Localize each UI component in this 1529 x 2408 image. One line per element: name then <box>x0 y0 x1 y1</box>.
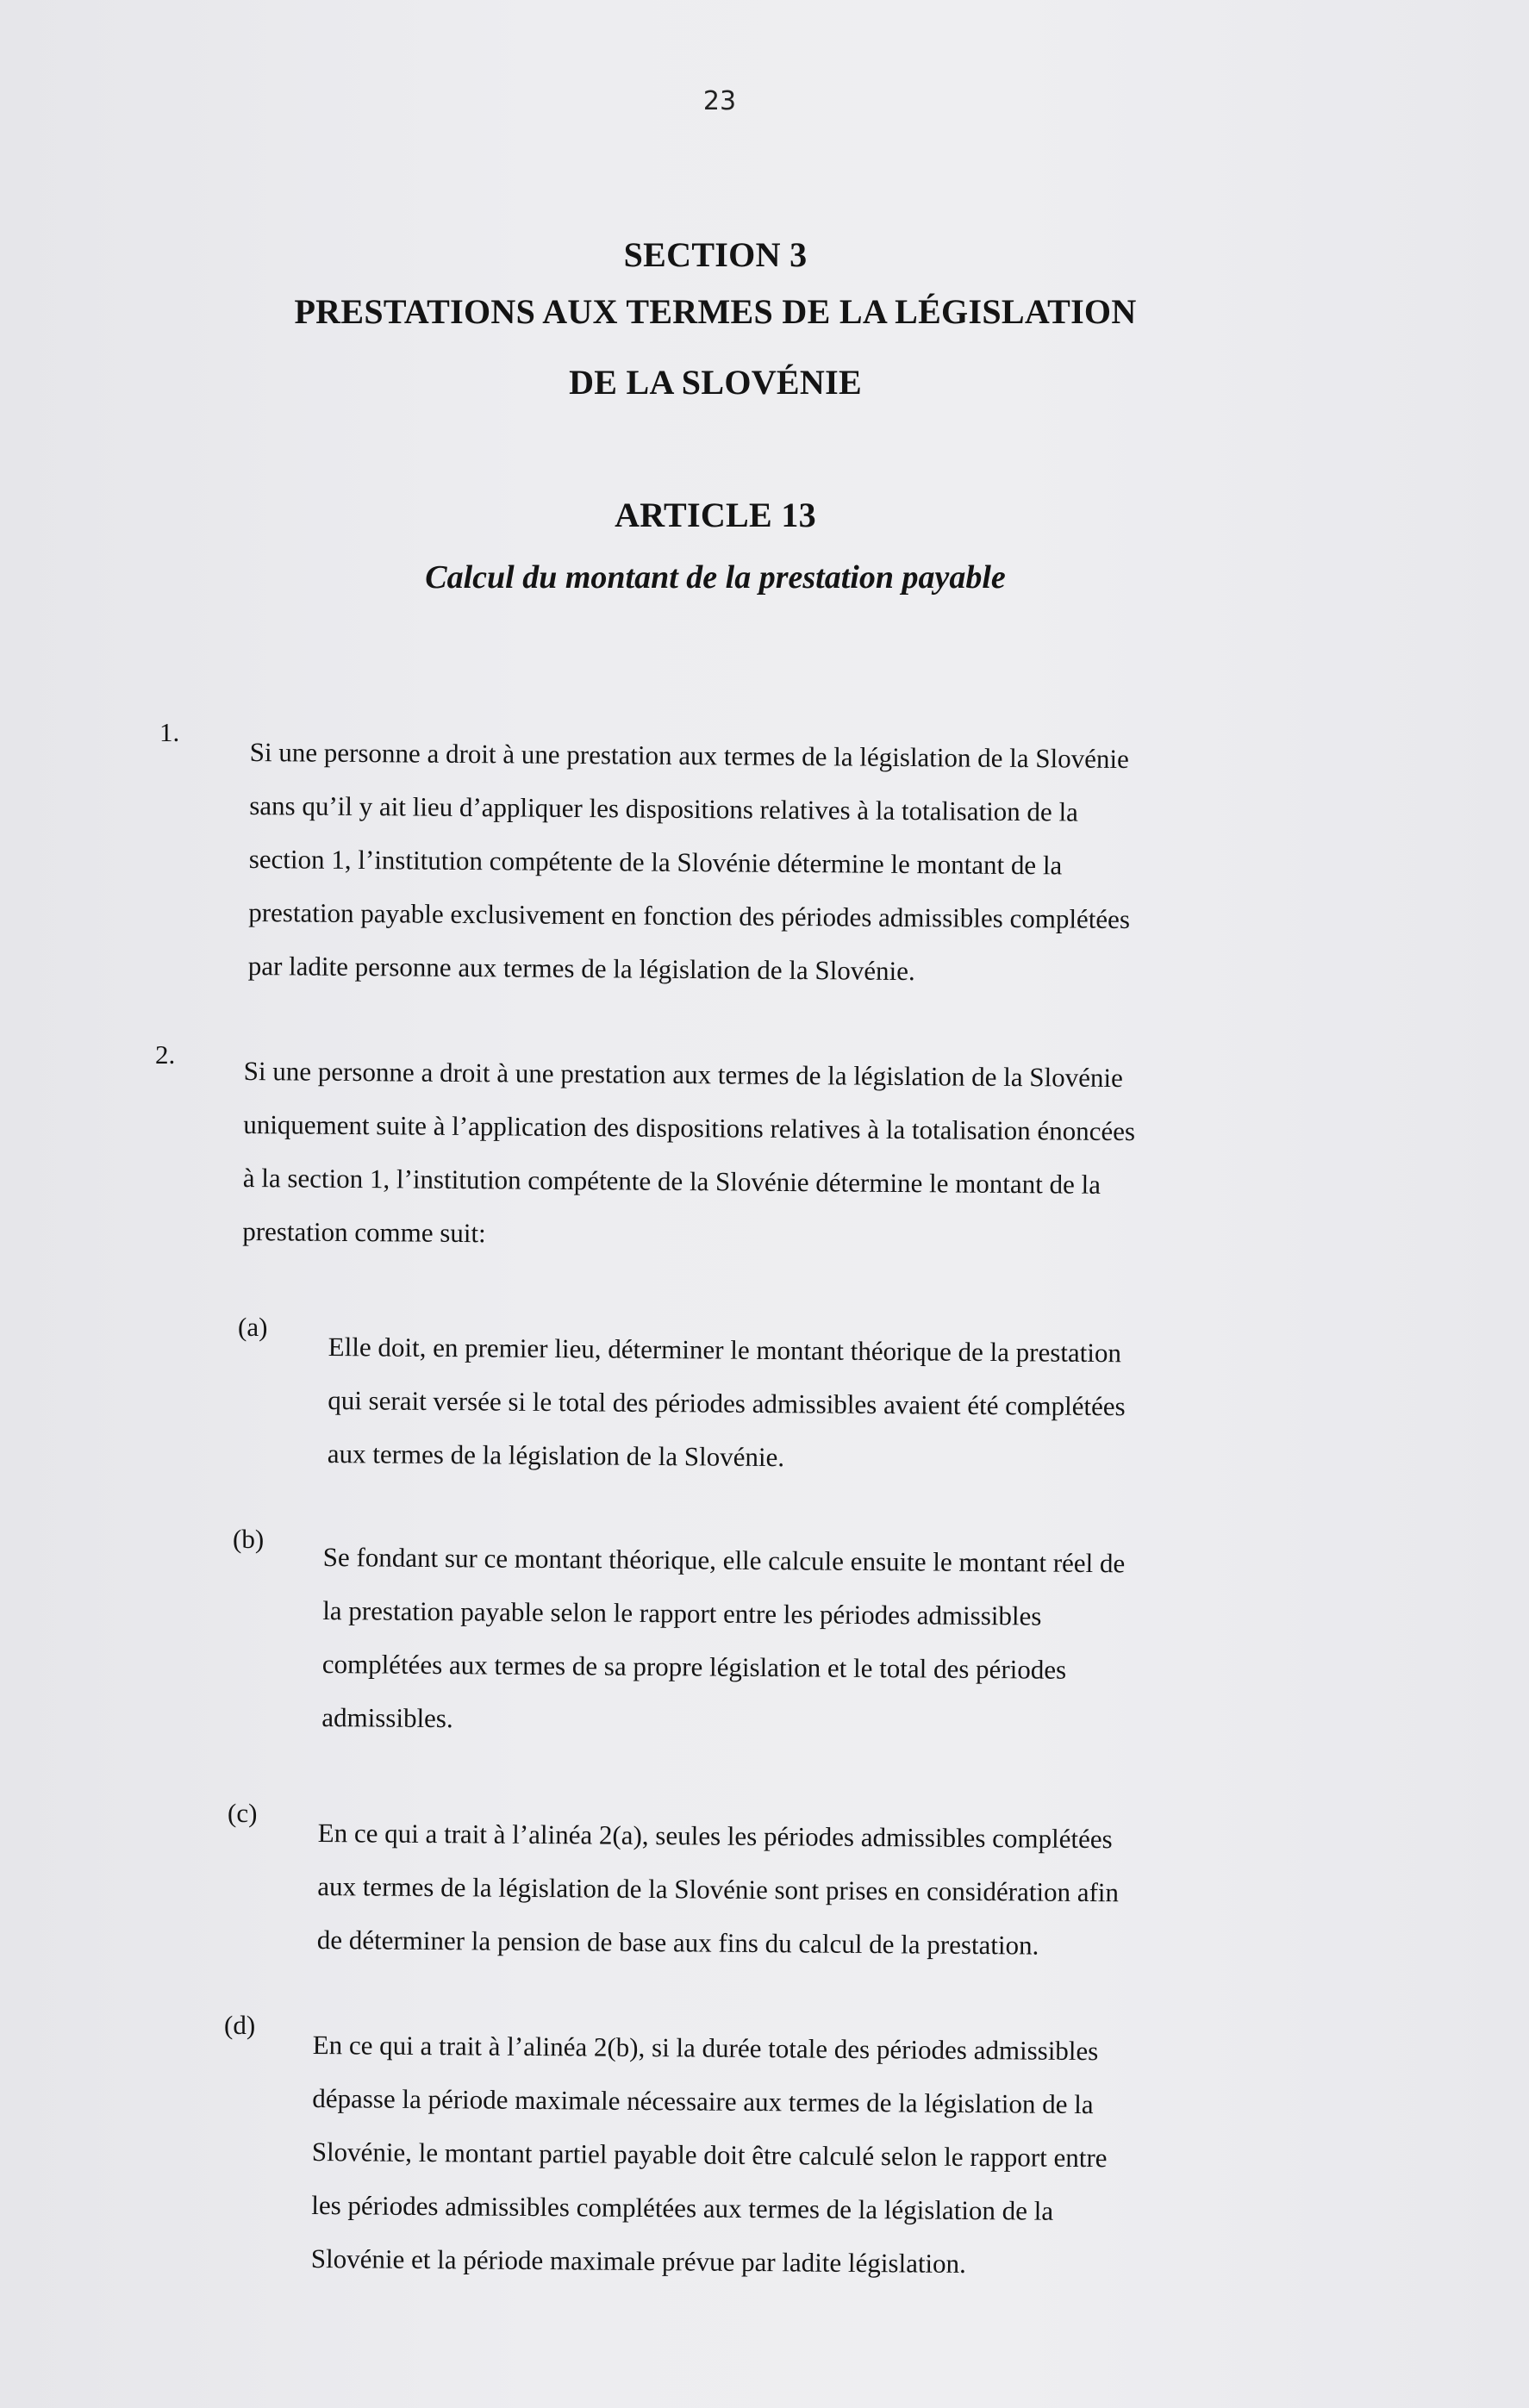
paragraph-1-line-4: prestation payable exclusivement en fonction des périodes admissibles complétées <box>248 896 1131 935</box>
item-d-text <box>311 2018 1108 2292</box>
paragraph-1-line-1: Si une personne a droit à une prestation aux termes de la législation de la Slovénie <box>249 736 1129 775</box>
item-c-line-1: En ce qui a trait à l’alinéa 2(a), seules les périodes admissibles complétées <box>317 1817 1113 1855</box>
item-b-line-1: Se fondant sur ce montant théorique, elle calcule ensuite le montant réel de <box>322 1541 1126 1579</box>
item-b-line-2: la prestation payable selon le rapport entre les périodes admissibles <box>322 1594 1042 1631</box>
paragraph-2-line-4: prestation comme suit: <box>242 1215 486 1249</box>
article-title: Calcul du montant de la prestation payable <box>425 559 1006 596</box>
paragraph-2-line-2: uniquement suite à l’application des dispositions relatives à la totalisation énoncées <box>243 1108 1136 1147</box>
item-d-line-5: Slovénie et la période maximale prévue par ladite législation. <box>310 2243 967 2279</box>
paragraph-2-line-3: à la section 1, l’institution compétente de la Slovénie détermine le montant de la <box>242 1162 1102 1200</box>
section-title-line-1: PRESTATIONS AUX TERMES DE LA LÉGISLATION <box>294 292 1137 331</box>
item-a-line-3: aux termes de la législation de la Slovénie. <box>327 1438 785 1473</box>
item-a-line-2: qui serait versée si le total des périodes admissibles avaient été complétées <box>328 1384 1126 1422</box>
item-a-line-1: Elle doit, en premier lieu, déterminer le montant théorique de la prestation <box>328 1331 1122 1369</box>
paragraph-1-line-2: sans qu’il y ait lieu d’appliquer les dispositions relatives à la totalisation de la <box>249 789 1079 827</box>
item-b-text <box>321 1531 1125 1750</box>
item-d-line-2: dépasse la période maximale nécessaire aux termes de la législation de la <box>312 2082 1094 2120</box>
paragraph-number-1: 1. <box>159 717 180 747</box>
item-c-line-3: de déterminer la pension de base aux fins du calcul de la prestation. <box>316 1924 1039 1961</box>
paragraph-number-2: 2. <box>155 1039 176 1070</box>
item-a-text <box>328 1320 1126 1487</box>
article-label: ARTICLE 13 <box>615 496 816 534</box>
paragraph-1 <box>248 726 1132 1000</box>
item-c-line-2: aux termes de la législation de la Slovénie sont prises en considération afin <box>317 1870 1120 1908</box>
paragraph-2 <box>242 1045 1136 1265</box>
item-b-line-3: complétées aux termes de sa propre législation et le total des périodes <box>321 1648 1067 1685</box>
item-d-line-3: Slovénie, le montant partiel payable doit être calculé selon le rapport entre <box>311 2136 1108 2174</box>
item-label-a: (a) <box>238 1312 268 1342</box>
paragraph-2-line-1: Si une personne a droit à une prestation aux termes de la législation de la Slovénie <box>243 1055 1123 1094</box>
page-number: 23 <box>702 86 737 116</box>
item-label-d: (d) <box>224 2010 256 2040</box>
paragraph-1-line-3: section 1, l’institution compétente de la Slovénie détermine le montant de la <box>248 843 1063 881</box>
section-title-line-2: DE LA SLOVÉNIE <box>569 363 862 402</box>
item-d-line-1: En ce qui a trait à l’alinéa 2(b), si la durée totale des périodes admissibles <box>312 2029 1099 2067</box>
item-label-c: (c) <box>228 1798 258 1828</box>
item-d-line-4: les périodes admissibles complétées aux termes de la législation de la <box>311 2189 1054 2226</box>
item-label-b: (b) <box>233 1524 265 1554</box>
item-b-line-4: admissibles. <box>321 1701 453 1734</box>
item-c-text <box>317 1806 1120 1973</box>
section-label: SECTION 3 <box>623 235 808 274</box>
paragraph-1-line-5: par ladite personne aux termes de la législation de la Slovénie. <box>247 950 915 987</box>
